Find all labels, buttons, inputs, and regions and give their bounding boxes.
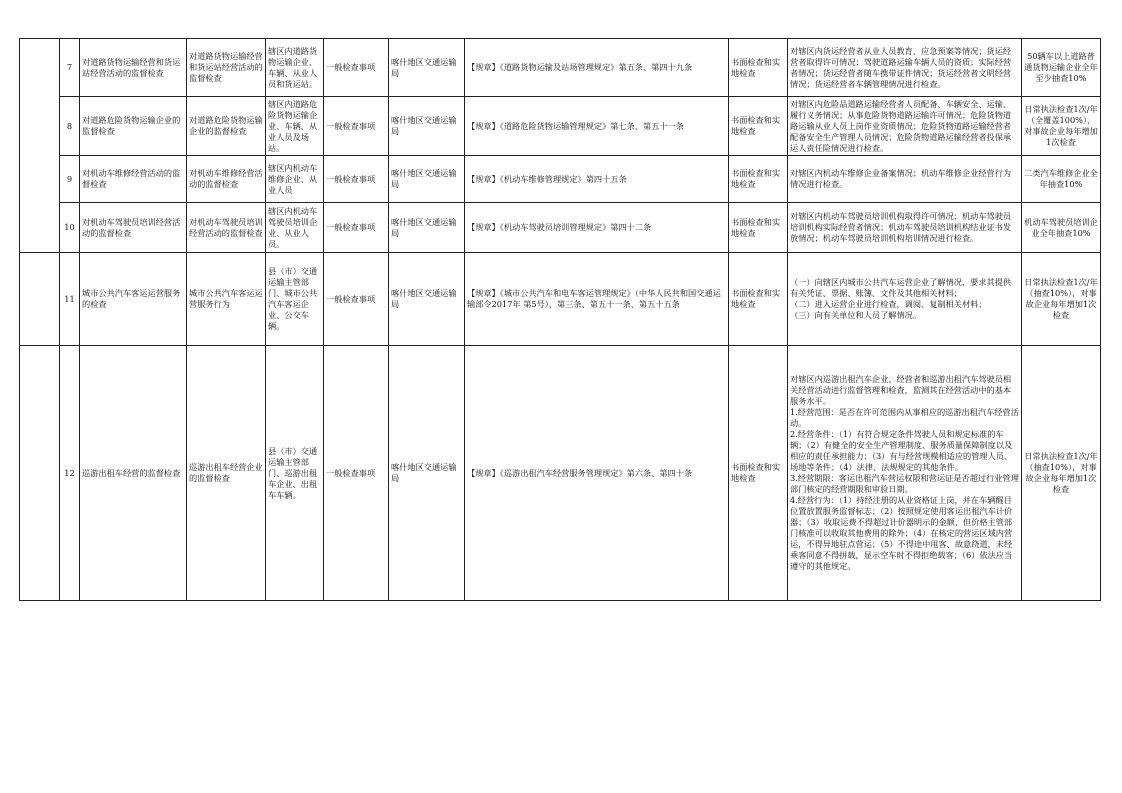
inspection-method: 书面检查和实地检查 [729,253,788,346]
inspection-object: 辖区内机动车维修企业、从业人员 [266,156,324,203]
group-cell [20,346,60,601]
inspection-object: 县（市）交通运输主管部门、巡游出租车企业、出租车车辆。 [266,346,324,601]
inspection-content: 对辖区内机动车驾驶员培训机构取得许可情况；机动车驾驶员培训机构实际经营者情况；机动车驾驶员培训机构结业证书发放情况；机动车驾驶员培训机构培训情况进行检查。 [788,203,1022,253]
sub-item: 对道路危险货物运输企业的监督检查 [187,97,266,156]
content-line: （二）进入运营企业进行检查，调阅、复制相关材料； [790,299,987,309]
item-name: 巡游出租车经营的监督检查 [80,346,187,601]
sub-item: 对道路货物运输经营和货运站经营活动的监督检查 [187,39,266,97]
legal-basis: 【规章】《道路危险货物运输管理规定》第七条、第五十一条 [465,97,729,156]
row-number: 12 [60,346,80,601]
inspection-category: 一般检查事项 [324,253,389,346]
inspection-table [19,38,1101,601]
content-line: 1.经营范围：是否在许可范围内从事相应的巡游出租汽车经营活动。 [790,407,1019,428]
inspection-agency: 喀什地区交通运输局 [389,203,465,253]
row-number: 8 [60,97,80,156]
sub-item: 城市公共汽车客运运营服务行为 [187,253,266,346]
inspection-category: 一般检查事项 [324,346,389,601]
content-line: 4.经营行为：（1）持经注册的从业资格证上岗，并在车辆醒目位置放置服务监督标志；（2）按照规定使用客运出租汽车计价器；（3）收取运费不得超过计价器明示的金额，但价格主管部门核准可以收取其他费用的除外；（4）在核定的营运区域内营运，不得异地驻点营运；（5）不得途中甩客、故意绕道，未经乘客同意不得拼载，显示空车时不得拒绝载客；（6）依法应当遵守的其他规定。 [790,495,1013,571]
inspection-method: 书面检查和实地检查 [729,156,788,203]
inspection-content [788,253,1022,346]
sampling-ratio: 日常执法检查1次/年（全覆盖100%），对事故企业每年增加1次检查 [1022,97,1101,156]
row-number: 7 [60,39,80,97]
content-line: 2.经营条件：（1）有符合规定条件驾驶人员和规定标准的车辆；（2）有健全的安全生产管理制度、服务质量保障制度以及相应的责任承担能力；（3）有与经营规模相适应的管理人员、场地等条件；（4）法律、法规规定的其他条件。 [790,429,1013,472]
sub-item: 对机动车维修经营活动的监督检查 [187,156,266,203]
sampling-ratio: 50辆车以上道路普通货物运输企业全年至少抽查10% [1022,39,1101,97]
table-row [20,97,1101,156]
inspection-agency: 喀什地区交通运输局 [389,156,465,203]
content-line: 对辖区内巡游出租汽车企业、经营者和巡游出租汽车驾驶员相关经营活动进行监督管理和检查，监测其在经营活动中的基本服务水平。 [790,374,1012,406]
table-row [20,346,1101,601]
inspection-content: 对辖区内机动车维修企业备案情况；机动车维修企业经营行为情况进行检查。 [788,156,1022,203]
inspection-method: 书面检查和实地检查 [729,97,788,156]
item-name: 对机动车驾驶员培训经营活动的监督检查 [80,203,187,253]
inspection-content: 对辖区内货运经营者从业人员教育、应急预案等情况；货运经营者取得许可情况；驾驶道路运输车辆人员的资质；实际经营者情况；货运经营者随车携带证件情况；货运经营者文明经营情况；货运经营者车辆管理情况进行检查。 [788,39,1022,97]
sub-item: 巡游出租车经营企业的监督检查 [187,346,266,601]
inspection-object: 辖区内道路危险货物运输企业、车辆、从业人员及场站。 [266,97,324,156]
item-name: 对道路危险货物运输企业的监督检查 [80,97,187,156]
legal-basis: 【规章】《机动车驾驶员培训管理规定》第四十二条 [465,203,729,253]
table-row [20,39,1101,97]
inspection-category: 一般检查事项 [324,156,389,203]
inspection-method: 书面检查和实地检查 [729,203,788,253]
sampling-ratio: 机动车驾驶员培训企业全年抽查10% [1022,203,1101,253]
sub-item: 对机动车驾驶员培训经营活动的监督检查 [187,203,266,253]
content-line: 3.经营期限：客运出租汽车营运权限和营运证是否超过行业管理部门核定的经营期限和审验日期。 [790,473,1019,494]
item-name: 对道路货物运输经营和货运站经营活动的监督检查 [80,39,187,97]
group-cell [20,39,60,253]
sampling-ratio: 二类汽车维修企业全年抽查10% [1022,156,1101,203]
inspection-agency: 喀什地区交通运输局 [389,97,465,156]
inspection-object: 县（市）交通运输主管部门、城市公共汽车客运企业、公交车辆。 [266,253,324,346]
inspection-agency: 喀什地区交通运输局 [389,346,465,601]
inspection-category: 一般检查事项 [324,97,389,156]
inspection-object: 辖区内机动车驾驶员培训企业、从业人员。 [266,203,324,253]
content-line: （一）向辖区内城市公共汽车运营企业了解情况，要求其提供有关凭证、票据、账簿、文件及其他相关材料； [790,277,1012,298]
legal-basis: 【规章】《巡游出租汽车经营服务管理规定》第六条、第四十条 [465,346,729,601]
sampling-ratio: 日常执法检查1次/年（抽查10%），对事故企业每年增加1次检查 [1022,346,1101,601]
inspection-content [788,346,1022,601]
table-row [20,203,1101,253]
row-number: 10 [60,203,80,253]
inspection-agency: 喀什地区交通运输局 [389,253,465,346]
inspection-category: 一般检查事项 [324,203,389,253]
inspection-category: 一般检查事项 [324,39,389,97]
content-line: （三）向有关单位和人员了解情况。 [790,310,922,320]
legal-basis: 【规章】《机动车维修管理规定》第四十五条 [465,156,729,203]
inspection-agency: 喀什地区交通运输局 [389,39,465,97]
table-row [20,253,1101,346]
inspection-content: 对辖区内危险品道路运输经营者人员配备、车辆安全、运输、履行义务情况；从事危险货物道路运输许可情况；危险货物道路运输从业人员上岗作业资质情况；危险货物道路运输经营者配备安全生产管理人员情况；危险货物道路运输经营者投保承运人责任险情况进行检查。 [788,97,1022,156]
table-row [20,156,1101,203]
legal-basis: 【规章】《道路货物运输及站场管理规定》第五条、第四十九条 [465,39,729,97]
inspection-method: 书面检查和实地检查 [729,346,788,601]
inspection-method: 书面检查和实地检查 [729,39,788,97]
row-number: 11 [60,253,80,346]
group-cell [20,253,60,346]
legal-basis: 【规章】《城市公共汽车和电车客运管理规定》（中华人民共和国交通运输部令2017年 第5号），第三条、第五十一条、第五十五条 [465,253,729,346]
sampling-ratio: 日常执法检查1次/年（抽查10%），对事故企业每年增加1次检查 [1022,253,1101,346]
inspection-object: 辖区内道路货物运输企业、车辆、从业人员和货运站。 [266,39,324,97]
item-name: 对机动车维修经营活动的监督检查 [80,156,187,203]
item-name: 城市公共汽车客运运营服务的检查 [80,253,187,346]
row-number: 9 [60,156,80,203]
